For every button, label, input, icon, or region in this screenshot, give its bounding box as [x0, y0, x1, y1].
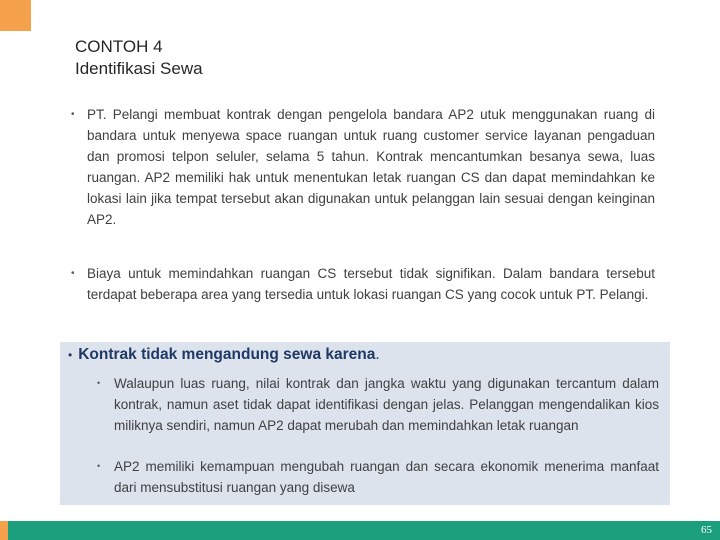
bullet-paragraph-2 — [71, 263, 655, 305]
bullet-dot-icon: • — [68, 348, 73, 362]
bullet-paragraph-1 — [71, 104, 655, 230]
panel-item-text: AP2 memiliki kemampuan mengubah ruangan dan secara ekonomik menerima manfaat dari mensubstitusi ruangan yang disewa — [114, 459, 659, 495]
title-line-1: CONTOH 4 — [75, 37, 163, 56]
accent-square — [0, 0, 31, 31]
panel-heading-suffix: . — [375, 346, 380, 363]
panel-item-2 — [97, 456, 659, 498]
bullet-dot-icon: • — [71, 268, 75, 279]
footer-accent-stripe — [0, 521, 8, 540]
page-number: 65 — [701, 524, 712, 536]
title-line-2: Identifikasi Sewa — [75, 59, 203, 78]
conclusion-panel — [60, 342, 670, 505]
bullet-dot-icon: • — [97, 378, 101, 388]
panel-item-1 — [97, 373, 659, 436]
bullet-text: PT. Pelangi membuat kontrak dengan pengelola bandara AP2 utuk menggunakan ruang di bandara untuk menyewa space ruangan untuk ruang customer service layanan pengaduan dan promosi telpon seluler, selama 5 tahun. Kontrak mencantumkan besanya sewa, luas ruangan. AP2 memiliki hak untuk menentukan letak ruangan CS dan dapat memindahkan ke lokasi lain jika tempat tersebut akan digunakan untuk pelanggan lain sesuai dengan keinginan AP2. — [87, 107, 655, 227]
bullet-text: Biaya untuk memindahkan ruangan CS tersebut tidak signifikan. Dalam bandara tersebut terdapat beberapa area yang tersedia untuk lokasi ruangan CS yang cocok untuk PT. Pelangi. — [87, 266, 655, 302]
bullet-dot-icon: • — [71, 109, 75, 120]
footer-bar — [0, 521, 720, 540]
panel-item-text: Walaupun luas ruang, nilai kontrak dan jangka waktu yang digunakan tercantum dalam kontrak, namun aset tidak dapat identifikasi dengan jelas. Pelanggan mengendalikan kios miliknya sendiri, namun AP2 dapat merubah dan memindahkan letak ruangan — [114, 376, 659, 433]
slide-title — [75, 36, 203, 80]
panel-heading-text: Kontrak tidak mengandung sewa karena — [78, 346, 376, 363]
bullet-dot-icon: • — [97, 461, 101, 471]
panel-heading — [68, 344, 380, 366]
